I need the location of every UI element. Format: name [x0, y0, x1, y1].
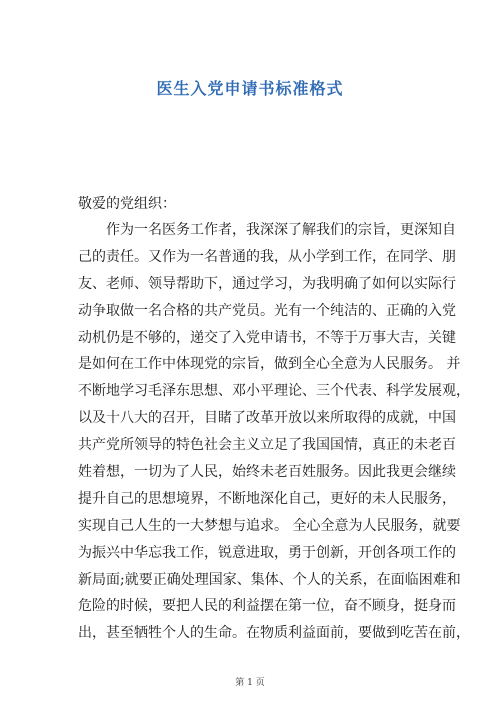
body-line: 实现自己人生的一大梦想与追求。 全心全意为人民服务，就要	[78, 517, 461, 534]
document-title: 医生入党申请书标准格式	[156, 79, 344, 98]
body-line: 友、老师、领导帮助下，通过学习，为我明确了如何以实际行	[78, 275, 456, 292]
body-line: 己的责任。又作为一名普通的我，从小学到工作，在同学、朋	[78, 248, 456, 265]
body-line: 姓着想，一切为了人民，始终未老百姓服务。因此我更会继续	[78, 464, 456, 481]
body-line: 共产党所领导的特色社会主义立足了我国国情，真正的未老百	[78, 437, 456, 454]
body-line: 提升自己的思想境界，不断地深化自己，更好的未人民服务，	[78, 490, 456, 507]
body-paragraph	[78, 217, 470, 647]
body-line: 是如何在工作中体现党的宗旨，做到全心全意为人民服务。 并	[78, 356, 461, 373]
body-line: 为振兴中华忘我工作，锐意进取，勇于创新，开创各项工作的	[78, 544, 456, 561]
body-line: 作为一名医务工作者，我深深了解我们的宗旨，更深知自	[106, 222, 456, 238]
body-line: 动机仍是不够的，递交了入党申请书，不等于万事大吉，关键	[78, 329, 456, 346]
body-line: 新局面;就要正确处理国家、集体、个人的关系，在面临困难和	[78, 571, 461, 588]
body-line: 不断地学习毛泽东思想、邓小平理论、三个代表、科学发展观，	[78, 383, 470, 400]
body-line: 出，甚至牺牲个人的生命。在物质利益面前，要做到吃苦在前，	[78, 625, 470, 642]
page-number: 第 1 页	[235, 678, 265, 688]
body-line: 危险的时候，要把人民的利益摆在第一位，奋不顾身，挺身而	[78, 598, 456, 615]
body-line: 以及十八大的召开，目睹了改革开放以来所取得的成就，中国	[78, 410, 456, 427]
body-line: 动争取做一名合格的共产党员。光有一个纯洁的、正确的入党	[78, 302, 456, 319]
salutation: 敬爱的党组织：	[78, 196, 176, 212]
